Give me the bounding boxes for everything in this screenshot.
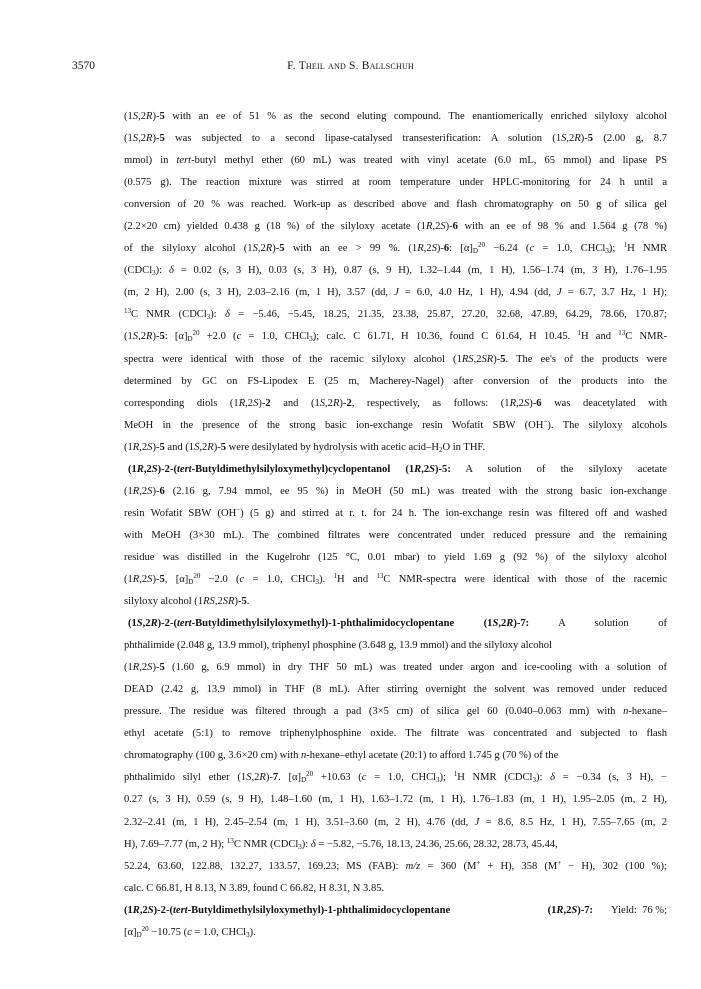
text-line: (2.2×20 cm) yielded 0.438 g (18 %) of the silyloxy acetate (1R,2S)-6 with an ee of 98 % and 1.564 g (78 %) [124,221,667,233]
text-line: (0.575 g). The reaction mixture was stirred at room temperature under HPLC-monitoring for 24 h until a [124,177,667,189]
compound-heading-yield: Yield: 76 %; [611,904,667,916]
text-line: (1R,2S)-2-(tert-Butyldimethylsilyloxymethyl)cyclopentanol (1R,2S)-5: A solution of the silyloxy acetate [128,463,667,475]
rotation-line: $[\alpha]_D^{20} -10.75$ (c = 1.0, CHCl$_3$). [124,924,256,939]
text-line: H), 7.69–7.77 (m, 2 H); $^{13}$C NMR (CDCl$_3$): δ = −5.82, −5.76, 18.13, 24.36, 25.66, 28.32, 28.73, 45.44, [124,836,558,851]
text-line: (1S,2R)-5 was subjected to a second lipase-catalysed transesterification: A solution (1S,2R)-5 (2.00 g, 8.7 [124,133,667,145]
text-line: (1R,2S)-5, $[\alpha]_D^{20} -2.0$ (c = 1.0, CHCl$_3$). $^1$H and $^{13}$C NMR-spectra were identical with those of the racemic [124,571,668,586]
text-line: conversion of 20 % was reached. Work-up as described above and flash chromatography on 50 g of silica gel [124,199,667,211]
text-line: (1R,2S)-6 (2.16 g, 7.94 mmol, ee 95 %) in MeOH (50 mL) was treated with the strong basic ion-exchange [124,485,667,497]
text-line: (1S,2R)-5 with an ee of 51 % as the second eluting compound. The enantiomerically enriched silyloxy alcohol [124,111,667,122]
page-number: 3570 [72,60,95,72]
text-line: chromatography (100 g, 3.6×20 cm) with n-hexane–ethyl acetate (20:1) to afford 1.745 g (70 %) of the [124,750,559,762]
text-line: pressure. The residue was filtered through a pad (3×5 cm) of silica gel 60 (0.040–0.063 mm) with n-hexane– [124,706,667,718]
text-line: (1S,2R)-5: $[\alpha]_D^{20} +2.0$ (c = 1.0, CHCl$_3$); calc. C 61.71, H 10.36, found C 61.64, H 10.45. $^1$H and $^{13}$C NMR- [124,329,667,344]
text-line: of the silyloxy alcohol (1S,2R)-5 with an ee > 99 %. (1R,2S)-6: $[\alpha]_D^{20} -6.24$ (c = 1.0, CHCl$_3$); $^1$H NMR [124,241,667,256]
text-line: 0.27 (s, 3 H), 0.59 (s, 9 H), 1.48–1.60 (m, 1 H), 1.63–1.72 (m, 1 H), 1.76–1.83 (m, 1 H), 1.95–2.05 (m, 2 H), [124,794,667,806]
paragraph-lines [124,106,667,900]
compound-heading-title: (1R,2S)-2-(tert-Butyldimethylsilyloxymethyl)-1-phthalimidocyclopentane [124,904,451,916]
running-head-authors: F. Theil and S. Ballschuh [287,60,414,72]
text-line: MeOH in the presence of the strong basic ion-exchange resin Wofatit SBW (OH−). The silyloxy alcohols [124,417,668,431]
text-line: $^{13}$C NMR (CDCl$_3$): δ = −5.46, −5.45, 18.25, 21.35, 23.38, 25.87, 27.20, 32.68, 47.89, 64.29, 78.66, 170.87; [124,307,667,322]
text-line: (1R,2S)-5 and (1S,2R)-5 were desilylated by hydrolysis with acetic acid–$H_2O$ in THF. [124,441,486,454]
text-line: with MeOH (3×30 mL). The combined filtrates were concentrated under reduced pressure and the remaining [124,529,667,541]
text-line: (1R,2S)-5 (1.60 g, 6.9 mmol) in dry THF 50 mL) was treated under argon and ice-cooling with a solution of [124,662,667,674]
text-line: (1S,2R)-2-(tert-Butyldimethylsilyloxymethyl)-1-phthalimidocyclopentane (1S,2R)-7: A solution of [128,618,667,630]
text-line: silyloxy alcohol (1RS,2SR)-5. [124,596,250,608]
text-line: 52.24, 63.60, 122.88, 132.27, 133.57, 169.23; MS (FAB): m/z = 360 (M+ + H), 358 (M+ − H), 302 (100 %); [124,858,667,872]
text-line: spectra were identical with those of the racemic silyloxy alcohol (1RS,2SR)-5. The ee's of the products were [124,353,667,365]
text-line: residue was distilled in the Kugelrohr (125 °C, 0.01 mbar) to yield 1.69 g (92 %) of the silyloxy alcohol [124,551,667,563]
text-line: calc. C 66.81, H 8.13, N 3.89, found C 66.82, H 8.31, N 3.85. [124,882,385,894]
compound-heading-id: (1R,2S)-7: [547,904,594,916]
text-line: corresponding diols (1R,2S)-2 and (1S,2R)-2, respectively, as follows: (1R,2S)-6 was deacetylated with [124,397,667,409]
text-line: 2.32–2.41 (m, 1 H), 2.45–2.54 (m, 1 H), 3.51–3.60 (m, 2 H), 4.76 (dd, J = 8.6, 8.5 Hz, 1 H), 7.55–7.65 (m, 2 [124,816,667,828]
text-line: (m, 2 H), 2.00 (s, 3 H), 2.03–2.16 (m, 1 H), 3.57 (dd, J = 6.0, 4.0 Hz, 1 H), 4.94 (dd, J = 6.7, 3.7 Hz, 1 H); [124,287,668,299]
text-line: phthalimido silyl ether (1S,2R)-7. $[\alpha]_D^{20} +10.63$ (c = 1.0, CHCl$_3$); $^1$H NMR (CDCl$_3$): δ = −0.34 (s, 3 H), − [124,770,667,785]
text-line: ethyl acetate (5:1) to remove triphenylphosphine oxide. The filtrate was concentrated and subjected to flash [124,728,667,740]
text-line: resin Wofatit SBW (OH−) (5 g) and stirred at r. t. for 24 h. The ion-exchange resin was filtered off and washed [124,505,667,519]
text-line: determined by GC on FS-Lipodex E (25 m, Macherey-Nagel) after conversion of the products into the [124,375,667,387]
page-header [72,60,629,78]
compound-heading-line [124,900,667,922]
text-line: (CDCl$_3$): δ = 0.02 (s, 3 H), 0.03 (s, 3 H), 0.87 (s, 9 H), 1.32–1.44 (m, 1 H), 1.56–1.74 (m, 3 H), 1.76–1.95 [124,265,667,278]
text-line: DEAD (2.42 g, 13.9 mmol) in THF (8 mL). After stirring overnight the solvent was removed under reduced [124,684,667,696]
text-line: mmol) in tert-butyl methyl ether (60 mL) was treated with vinyl acetate (6.0 mL, 65 mmol) and lipase PS [124,155,667,167]
text-line: phthalimide (2.048 g, 13.9 mmol), triphenyl phosphine (3.648 g, 13.9 mmol) and the silyloxy alcohol [124,640,552,652]
body-text [124,106,667,944]
